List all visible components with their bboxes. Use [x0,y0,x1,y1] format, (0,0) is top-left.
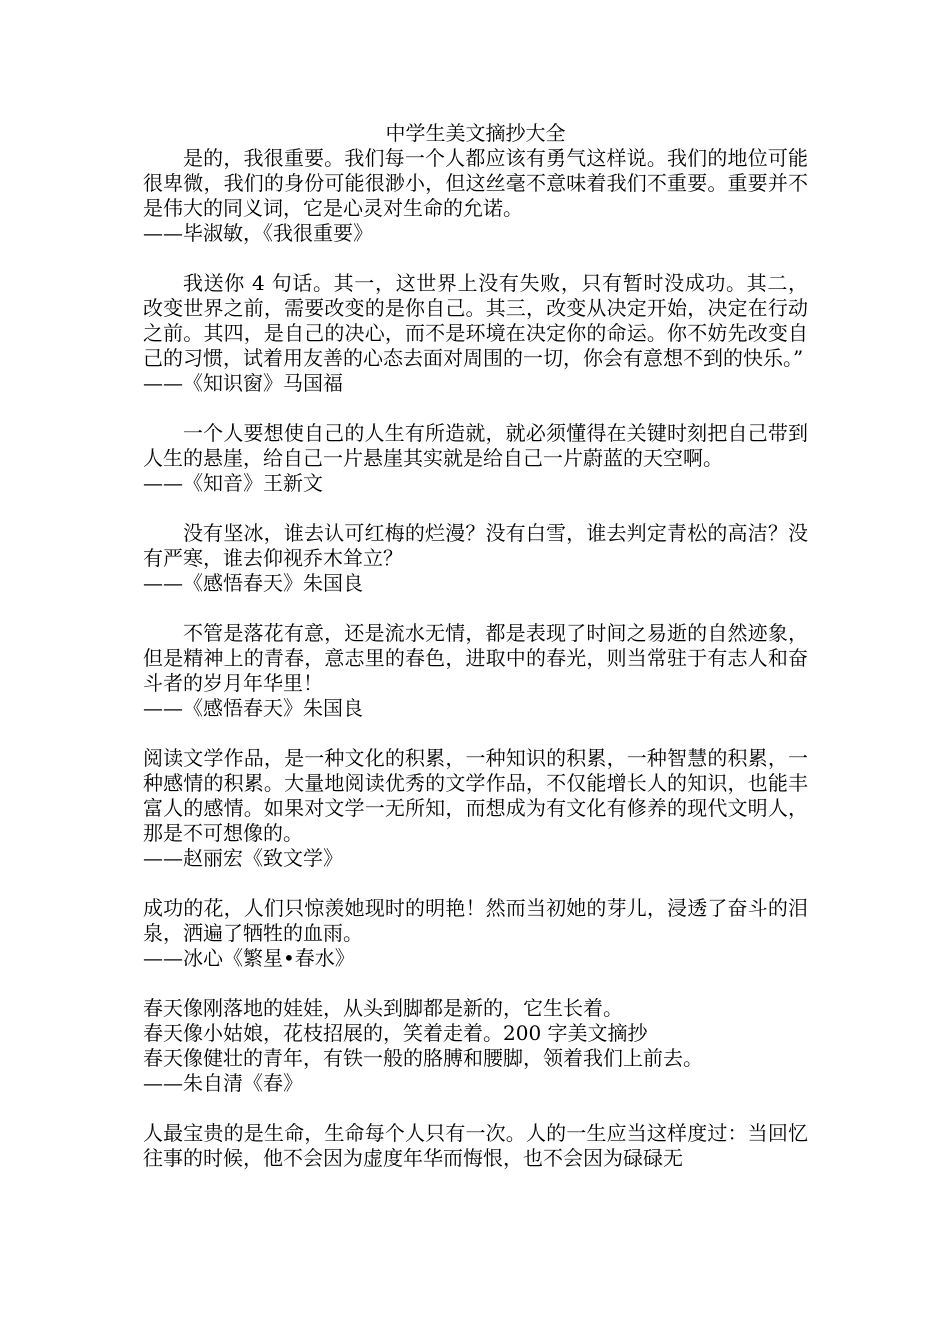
document-page [143,121,808,1171]
excerpt-attribution: ——赵丽宏《致文学》 [143,846,343,870]
blank-line [143,971,808,996]
poem-line: 春天像小姑娘，花枝招展的，笑着走着。200 字美文摘抄 [143,1021,648,1045]
excerpt-text: 一个人要想使自己的人生有所造就，就必须懂得在关键时刻把自己带到人生的悬崖，给自己一片悬崖其实就是给自己一片蔚蓝的天空啊。 [143,421,808,470]
excerpt-text: 没有坚冰，谁去认可红梅的烂漫？没有白雪，谁去判定青松的高洁？没有严寒，谁去仰视乔木耸立？ [143,521,808,570]
blank-line [143,596,808,621]
excerpt-text: 我送你 4 句话。其一，这世界上没有失败，只有暂时没成功。其二，改变世界之前，需要改变的是你自己。其三，改变从决定开始，决定在行动之前。其四，是自己的决心，而不是环境在决定你的命运。你不妨先改变自己的习惯，试着用友善的心态去面对周围的一切，你会有意想不到的快乐。” [143,271,808,370]
excerpt-attribution: ——冰心《繁星•春水》 [143,946,355,970]
excerpt-text: 成功的花，人们只惊羡她现时的明艳！然而当初她的芽儿，浸透了奋斗的泪泉，洒遍了牺牲的血雨。 [143,896,808,945]
excerpt-attribution: ——《知音》王新文 [143,471,323,495]
blank-line [143,871,808,896]
poem-line: 春天像刚落地的娃娃，从头到脚都是新的，它生长着。 [143,996,623,1020]
excerpt-attribution: ——《感悟春天》朱国良 [143,696,363,720]
excerpt-attribution: ——《感悟春天》朱国良 [143,571,363,595]
poem-line: 春天像健壮的青年，有铁一般的胳膊和腰脚，领着我们上前去。 [143,1046,703,1070]
blank-line [143,721,808,746]
excerpt-attribution: ——《知识窗》马国福 [143,371,343,395]
blank-line [143,496,808,521]
excerpt-attribution: ——毕淑敏，《我很重要》 [143,221,373,245]
excerpt-text: 阅读文学作品，是一种文化的积累，一种知识的积累，一种智慧的积累，一种感情的积累。大量地阅读优秀的文学作品，不仅能增长人的知识，也能丰富人的感情。如果对文学一无所知，而想成为有文化有修养的现代文明人，那是不可想像的。 [143,746,808,845]
excerpt-text: 是的，我很重要。我们每一个人都应该有勇气这样说。我们的地位可能很卑微，我们的身份可能很渺小，但这丝毫不意味着我们不重要。重要并不是伟大的同义词，它是心灵对生命的允诺。 [143,146,808,220]
blank-line [143,246,808,271]
blank-line [143,396,808,421]
document-title: 中学生美文摘抄大全 [385,121,566,145]
excerpt-text: 不管是落花有意，还是流水无情，都是表现了时间之易逝的自然迹象，但是精神上的青春，意志里的春色，进取中的春光，则当常驻于有志人和奋斗者的岁月年华里！ [143,621,808,695]
excerpt-attribution: ——朱自清《春》 [143,1071,303,1095]
excerpt-text: 人最宝贵的是生命，生命每个人只有一次。人的一生应当这样度过：当回忆往事的时候，他不会因为虚度年华而悔恨，也不会因为碌碌无 [143,1121,808,1170]
blank-line [143,1096,808,1121]
